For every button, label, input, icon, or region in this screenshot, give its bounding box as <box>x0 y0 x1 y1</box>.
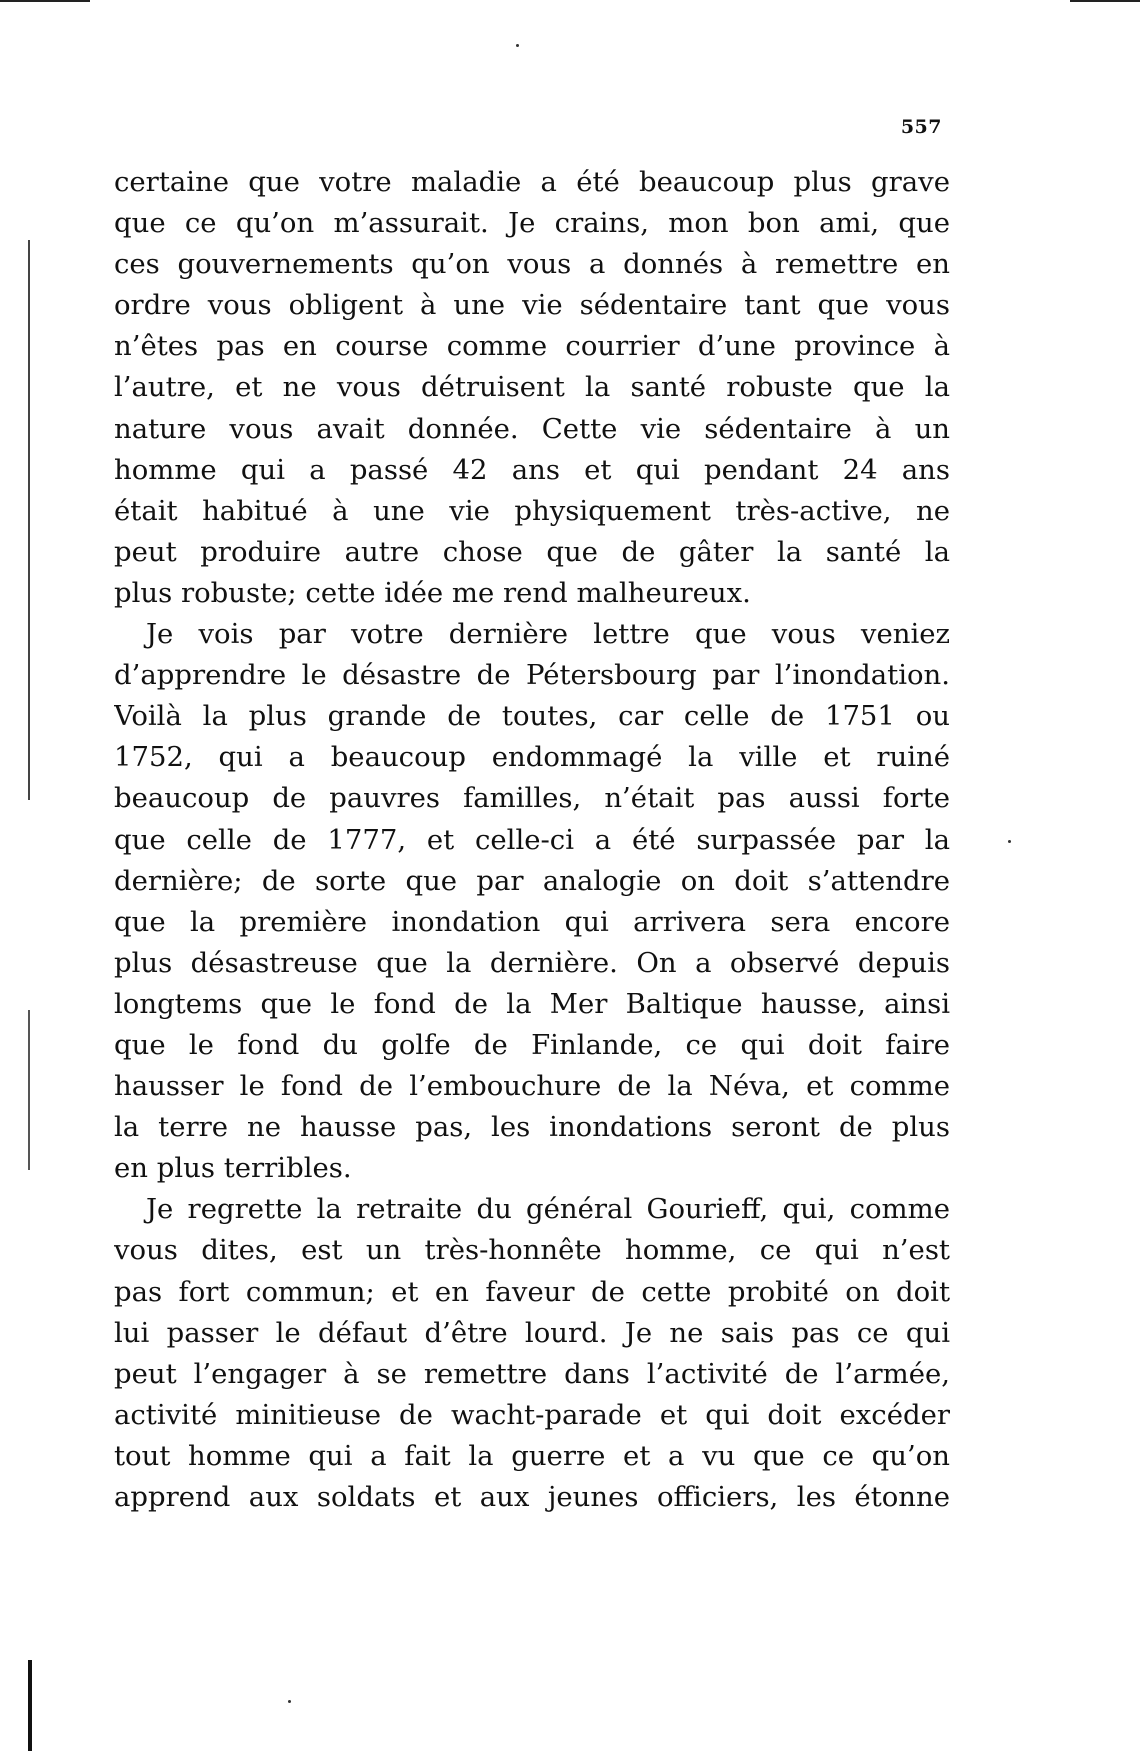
text-line: que ce qu’on m’assurait. Je crains, mon bon ami, que <box>114 207 950 240</box>
text-block <box>114 162 950 1518</box>
text-line: en plus terribles. <box>114 1152 352 1185</box>
text-line: plus désastreuse que la dernière. On a observé depuis <box>114 946 950 979</box>
text-line: ordre vous obligent à une vie sédentaire tant que vous <box>114 289 950 322</box>
text-line: longtems que le fond de la Mer Baltique hausse, ainsi <box>114 987 950 1020</box>
binding-shadow <box>28 240 30 800</box>
text-line: lui passer le défaut d’être lourd. Je ne sais pas ce qui <box>114 1316 950 1349</box>
text-line: hausser le fond de l’embouchure de la Néva, et comme <box>114 1070 950 1103</box>
text-line: nature vous avait donnée. Cette vie sédentaire à un <box>114 412 950 445</box>
text-line: que le fond du golfe de Finlande, ce qui doit faire <box>114 1028 950 1061</box>
text-line: 1752, qui a beaucoup endommagé la ville et ruiné <box>114 741 950 774</box>
text-line: beaucoup de pauvres familles, n’était pas aussi forte <box>114 782 950 815</box>
scan-speck <box>516 44 519 47</box>
text-line: pas fort commun; et en faveur de cette probité on doit <box>114 1275 950 1308</box>
text-line: tout homme qui a fait la guerre et a vu que ce qu’on <box>114 1439 950 1472</box>
text-line: activité minitieuse de wacht-parade et qui doit excéder <box>114 1398 950 1431</box>
scan-edge-top <box>0 0 90 2</box>
paragraph <box>114 1189 950 1518</box>
text-line: plus robuste; cette idée me rend malheureux. <box>114 576 751 609</box>
paragraph <box>114 614 950 1189</box>
binding-shadow <box>28 1010 30 1170</box>
text-line: Je regrette la retraite du général Gourieff, qui, comme <box>146 1193 950 1226</box>
text-line: apprend aux soldats et aux jeunes officiers, les étonne <box>114 1481 950 1513</box>
text-line: était habitué à une vie physiquement très-active, ne <box>114 494 950 527</box>
scan-speck <box>1008 840 1011 843</box>
text-line: dernière; de sorte que par analogie on doit s’attendre <box>114 864 950 897</box>
text-line: certaine que votre maladie a été beaucoup plus grave <box>114 166 950 198</box>
text-line: que celle de 1777, et celle-ci a été surpassée par la <box>114 823 950 856</box>
text-line: peut produire autre chose que de gâter la santé la <box>114 535 950 568</box>
text-line: peut l’engager à se remettre dans l’activité de l’armée, <box>114 1357 950 1390</box>
text-line: Je vois par votre dernière lettre que vous veniez <box>146 618 950 651</box>
page-number: 557 <box>900 116 942 138</box>
binding-shadow <box>28 1660 32 1751</box>
text-line: que la première inondation qui arrivera sera encore <box>114 905 950 938</box>
text-line: d’apprendre le désastre de Pétersbourg par l’inondation. <box>114 659 950 692</box>
scan-speck <box>288 1700 291 1703</box>
text-line: ces gouvernements qu’on vous a donnés à remettre en <box>114 248 950 281</box>
text-line: homme qui a passé 42 ans et qui pendant 24 ans <box>114 453 950 486</box>
text-line: n’êtes pas en course comme courrier d’une province à <box>114 330 950 363</box>
scan-edge-top-right <box>1070 0 1140 2</box>
text-line: Voilà la plus grande de toutes, car celle de 1751 ou <box>114 700 950 733</box>
text-line: l’autre, et ne vous détruisent la santé robuste que la <box>114 371 950 404</box>
text-line: vous dites, est un très-honnête homme, ce qui n’est <box>114 1234 950 1267</box>
paragraph <box>114 162 950 614</box>
text-line: la terre ne hausse pas, les inondations seront de plus <box>114 1111 950 1144</box>
